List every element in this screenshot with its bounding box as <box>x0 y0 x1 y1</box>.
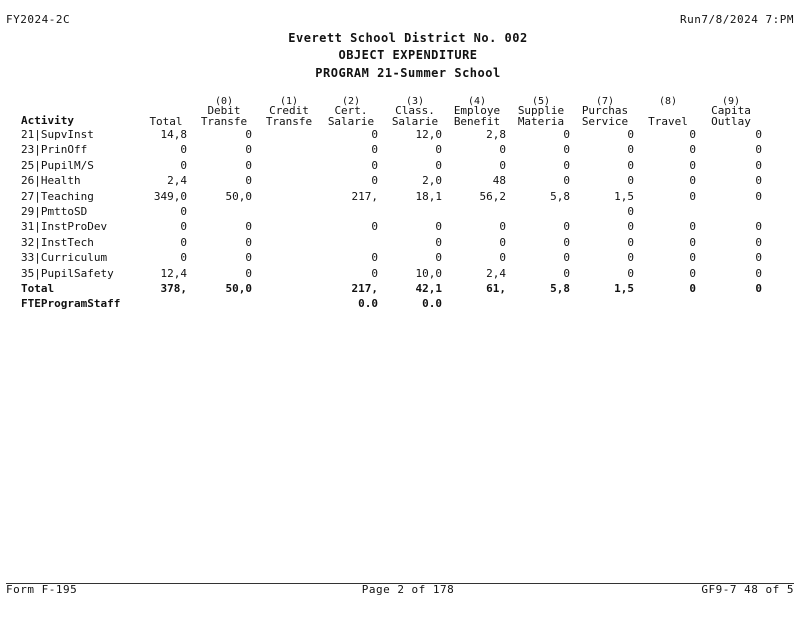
table-row-cell: 0 <box>627 174 634 188</box>
table-row-cell: 0 <box>627 143 634 157</box>
table-row-label: 26|Health <box>21 174 81 188</box>
table-row-label: 21|SupvInst <box>21 128 94 141</box>
table-row-cell: 217, <box>351 189 378 203</box>
table-row-cell: 0 <box>755 158 762 172</box>
table-row-cell: 0 <box>755 128 762 141</box>
table-row-cell: 0 <box>627 251 634 265</box>
table-row-cell: 0 <box>371 128 378 141</box>
table-row-label: 25|PupilM/S <box>21 158 94 172</box>
table-row-cell: 0 <box>689 220 696 234</box>
table-row-cell: 0 <box>755 220 762 234</box>
table-row-cell: 0 <box>499 220 506 234</box>
column-header-line2: Salarie <box>327 115 375 128</box>
table-row-cell: 0 <box>180 251 187 265</box>
table-row-cell: 0 <box>180 158 187 172</box>
table-row-cell: 0 <box>627 158 634 172</box>
table-row-cell: 0 <box>563 143 570 157</box>
column-number: (0) <box>214 96 234 107</box>
table-row-cell: 349,0 <box>153 189 187 203</box>
table-row-cell: 0 <box>180 235 187 249</box>
table-row-cell: 0 <box>245 220 252 234</box>
table-row-cell: 0 <box>245 251 252 265</box>
column-header-line2: Salarie <box>391 115 439 128</box>
table-row-label: 31|InstProDev <box>21 220 108 234</box>
table-row-cell: 0 <box>371 266 378 280</box>
table-row-cell: 56,2 <box>479 189 506 203</box>
run-date-label: Run7/8/2024 7:PM <box>680 13 794 26</box>
table-row-cell: 0 <box>563 128 570 141</box>
table-row-cell: 0 <box>627 235 634 249</box>
table-row-cell: 0 <box>627 128 634 141</box>
table-row-cell: 10,0 <box>415 266 442 280</box>
column-number: (2) <box>341 96 361 107</box>
table-row-cell: 0 <box>563 235 570 249</box>
table-row-cell: 0 <box>499 143 506 157</box>
total-row-cell: 1,5 <box>614 282 634 295</box>
table-row-cell: 0 <box>563 158 570 172</box>
table-row-cell: 0 <box>371 251 378 265</box>
table-row-label: 23|PrinOff <box>21 143 88 157</box>
table-row-cell: 0 <box>245 266 252 280</box>
table-row-cell: 48 <box>492 174 506 188</box>
table-row-cell: 0 <box>245 158 252 172</box>
table-row-cell: 0 <box>180 220 187 234</box>
column-header-line1: Employe <box>453 104 501 117</box>
table-row-cell: 0 <box>435 158 442 172</box>
table-row-label: 33|Curriculum <box>21 251 108 265</box>
table-row-cell: 0 <box>371 158 378 172</box>
table-row-cell: 0 <box>755 251 762 265</box>
table-row-cell: 0 <box>499 251 506 265</box>
report-code: GF9-7 48 of 5 <box>701 583 794 596</box>
column-number: (5) <box>531 96 551 107</box>
table-row-cell: 0 <box>245 174 252 188</box>
table-row-cell: 0 <box>689 143 696 157</box>
column-header-line1: Capita <box>711 104 751 117</box>
table-row-cell: 0 <box>180 143 187 157</box>
table-row-cell: 0 <box>689 128 696 141</box>
fte-row-label: FTEProgramStaff <box>21 297 121 311</box>
column-header-line2: Outlay <box>711 115 751 128</box>
fiscal-year-label: FY2024-2C <box>6 13 71 26</box>
fte-row-cell: 0.0 <box>358 297 378 311</box>
table-row-cell: 12,0 <box>415 128 442 141</box>
table-row-cell: 0 <box>627 220 634 234</box>
table-row-cell: 0 <box>755 235 762 249</box>
table-row-cell: 0 <box>563 220 570 234</box>
table-row-cell: 0 <box>245 128 252 141</box>
column-header-line2: Total <box>149 115 183 128</box>
total-row-cell: 61, <box>486 282 506 295</box>
column-header-line2: Service <box>581 115 629 128</box>
table-row-cell: 0 <box>755 189 762 203</box>
table-row-cell: 2,4 <box>486 266 506 280</box>
table-row-cell: 0 <box>371 174 378 188</box>
column-number: (4) <box>467 96 487 107</box>
table-row-cell: 0 <box>755 266 762 280</box>
table-row-cell: 0 <box>563 174 570 188</box>
table-row-cell: 0 <box>563 251 570 265</box>
report-title: OBJECT EXPENDITURE <box>338 48 478 62</box>
column-header-line1: Purchas <box>581 104 629 117</box>
total-row-cell: 0 <box>755 282 762 295</box>
table-row-cell: 14,8 <box>160 128 187 141</box>
table-row-cell: 0 <box>689 189 696 203</box>
column-header-line1: Debit <box>207 104 241 117</box>
column-header-line2: Transfe <box>265 115 313 128</box>
column-number: (1) <box>279 96 299 107</box>
table-row-cell: 0 <box>371 143 378 157</box>
table-row-cell: 12,4 <box>160 266 187 280</box>
column-header-activity: Activity <box>21 114 74 127</box>
table-row-cell: 0 <box>689 174 696 188</box>
table-row-cell: 0 <box>689 266 696 280</box>
column-header-line2: Travel <box>648 115 688 128</box>
table-row-cell: 0 <box>245 143 252 157</box>
table-row-cell: 1,5 <box>614 189 634 203</box>
column-header-line1: Class. <box>395 104 435 117</box>
table-row-cell: 2,4 <box>167 174 187 188</box>
column-header-line1: Cert. <box>334 104 368 117</box>
table-row-label: 35|PupilSafety <box>21 266 114 280</box>
table-row-cell: 5,8 <box>550 189 570 203</box>
table-row-cell: 0 <box>435 220 442 234</box>
table-row-label: 32|InstTech <box>21 235 94 249</box>
page-number: Page 2 of 178 <box>361 583 455 596</box>
table-row-cell: 0 <box>180 205 187 218</box>
total-row-cell: 0 <box>689 282 696 295</box>
program-title: PROGRAM 21-Summer School <box>315 66 501 80</box>
table-row-cell: 2,0 <box>422 174 442 188</box>
table-row-cell: 0 <box>627 205 634 218</box>
form-number: Form F-195 <box>6 583 78 596</box>
table-row-cell: 0 <box>563 266 570 280</box>
total-row-cell: 50,0 <box>225 282 252 295</box>
table-row-cell: 0 <box>755 174 762 188</box>
table-row-cell: 0 <box>245 235 252 249</box>
column-header-line2: Materia <box>517 115 565 128</box>
column-number: (7) <box>595 96 615 107</box>
column-number: (8) <box>658 96 678 107</box>
total-row-cell: 5,8 <box>550 282 570 295</box>
table-row-cell: 0 <box>435 235 442 249</box>
table-row-cell: 0 <box>689 158 696 172</box>
total-row-cell: 378, <box>160 282 187 295</box>
table-row-cell: 0 <box>627 266 634 280</box>
fte-row-cell: 0.0 <box>422 297 442 311</box>
table-row-cell: 0 <box>755 143 762 157</box>
table-row-cell: 0 <box>435 143 442 157</box>
column-number: (3) <box>405 96 425 107</box>
table-row-cell: 0 <box>371 220 378 234</box>
table-row-cell: 0 <box>499 235 506 249</box>
table-row-cell: 0 <box>689 251 696 265</box>
table-row-cell: 50,0 <box>225 189 252 203</box>
column-header-line2: Benefit <box>453 115 501 128</box>
table-row-cell: 0 <box>435 251 442 265</box>
column-number: (9) <box>721 96 741 107</box>
table-row-label: 29|PmttoSD <box>21 205 88 218</box>
column-header-line2: Transfe <box>200 115 248 128</box>
table-row-cell: 18,1 <box>415 189 442 203</box>
total-row-cell: 217, <box>351 282 378 295</box>
column-header-line1: Credit <box>269 104 309 117</box>
table-row-cell: 0 <box>499 158 506 172</box>
table-row-cell: 0 <box>689 235 696 249</box>
column-header-line1: Supplie <box>517 104 565 117</box>
table-row-label: 27|Teaching <box>21 189 94 203</box>
total-row-label: Total <box>21 282 55 295</box>
total-row-cell: 42,1 <box>415 282 442 295</box>
district-title: Everett School District No. 002 <box>288 31 528 45</box>
table-row-cell: 2,8 <box>486 128 506 141</box>
